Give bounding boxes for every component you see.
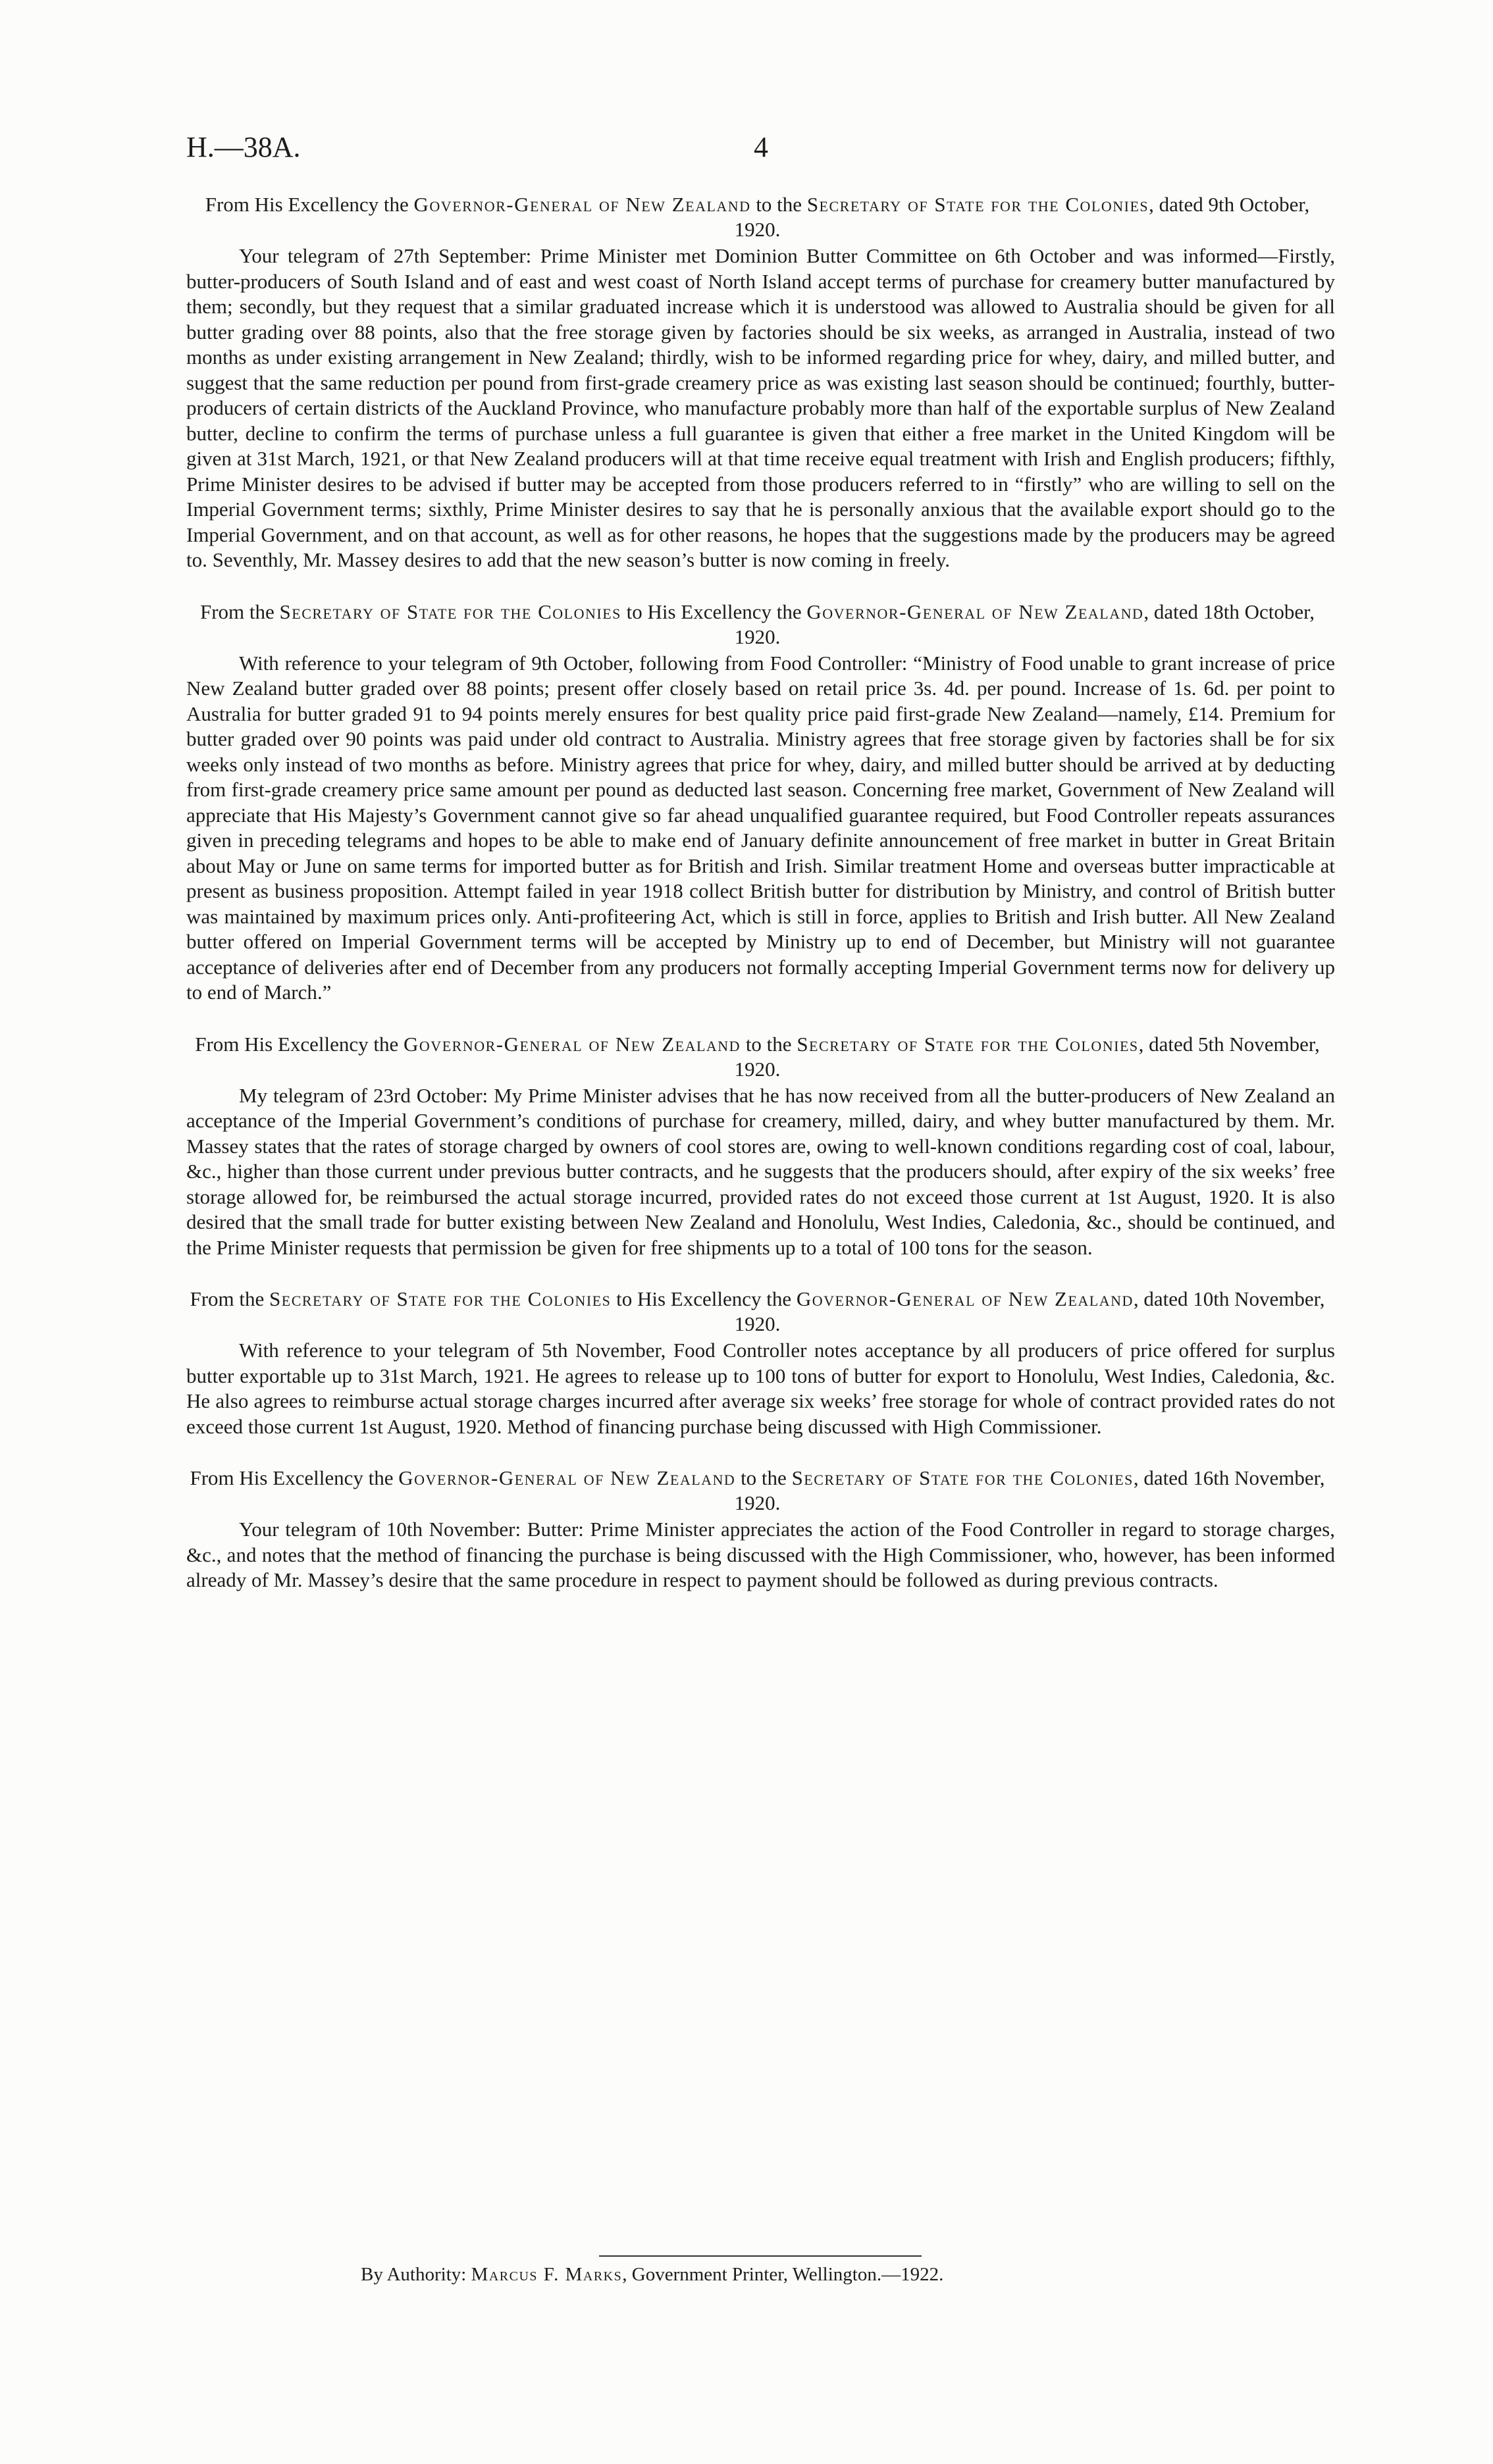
footer-rule <box>599 2255 922 2257</box>
telegram-date: , dated 10th November, 1920. <box>734 1287 1325 1335</box>
sender: Governor-General of New Zealand <box>413 193 751 216</box>
telegram-heading: From the Secretary of State for the Colonies to His Excellency the Governor-General of New Zealand, dated 10th November, 1920. <box>190 1287 1325 1335</box>
telegram-heading: From the Secretary of State for the Colonies to His Excellency the Governor-General of New Zealand, dated 18th October, 1920. <box>199 600 1315 648</box>
printer-details: , Government Printer, Wellington.—1922. <box>622 2264 944 2285</box>
telegram-date: , dated 18th October, 1920. <box>734 600 1315 648</box>
telegram-heading: From His Excellency the Governor-General of New Zealand to the Secretary of State for the Colonies, dated 9th October, 1920. <box>205 193 1310 241</box>
printer-name: Marcus F. Marks <box>471 2264 623 2285</box>
authority-label: By Authority: <box>361 2264 471 2285</box>
telegram-2 <box>186 600 1335 1006</box>
recipient: Governor-General of New Zealand <box>806 600 1144 623</box>
telegram-date: , dated 9th October, 1920. <box>734 193 1310 241</box>
telegram-4 <box>186 1287 1335 1439</box>
recipient: Governor-General of New Zealand <box>796 1287 1134 1310</box>
document-reference: H.—38A. <box>186 131 301 163</box>
telegram-text: Your telegram of 27th September: Prime Minister met Dominion Butter Committee on 6th October and was informed—Firstly, butter-producers of South Island and of east and west coast of North Island accept terms of purchase for creamery butter manufactured by them; secondly, but they request that a similar graduated increase which it is understood was allowed to Australia should be given for all butter grading over 88 points, also that the free storage given by factories should be six weeks, as arranged in Australia, instead of two months as under existing arrangement in New Zealand; thirdly, wish to be informed regarding price for whey, dairy, and milled butter, and suggest that the same reduction per pound from first-grade creamery price as was existing last season should be continued; fourthly, butter-producers of certain districts of the Auckland Province, who manufacture probably more than half of the exportable surplus of New Zealand butter, decline to confirm the terms of purchase unless a full guarantee is given that either a free market in the United Kingdom will be given at 31st March, 1921, or that New Zealand producers will at that time receive equal treatment with Irish and English producers; fifthly, Prime Minister desires to be advised if butter may be accepted from those producers referred to in “firstly” who are willing to sell on the Imperial Government terms; sixthly, Prime Minister desires to say that he is personally anxious that the available export should go to the Imperial Government, and on that account, as well as for other reasons, he hopes that the suggestions made by the producers may be agreed to. Seventhly, Mr. Massey desires to add that the new season’s butter is now coming in freely. <box>186 244 1335 571</box>
telegram-3 <box>186 1032 1335 1261</box>
telegram-date: , dated 5th November, 1920. <box>734 1032 1320 1081</box>
sender: Governor-General of New Zealand <box>404 1032 741 1056</box>
sender: Secretary of State for the Colonies <box>269 1287 612 1310</box>
telegram-text: My telegram of 23rd October: My Prime Minister advises that he has now received from all the butter-producers of New Zealand an acceptance of the Imperial Government’s conditions of purchase for creamery, milled, dairy, and whey butter manufactured by them. Mr. Massey states that the rates of storage charged by owners of cool stores are, owing to well-known conditions regarding cost of coal, labour, &c., higher than those current under previous butter contracts, and he suggests that the producers should, after expiry of the six weeks’ free storage allowed for, be reimbursed the actual storage incurred, provided rates do not exceed those current at 1st August, 1920. It is also desired that the small trade for butter existing between New Zealand and Honolulu, West Indies, Caledonia, &c., should be continued, and the Prime Minister requests that permission be given for free shipments up to a total of 100 tons for the season. <box>186 1083 1335 1259</box>
telegram-heading: From His Excellency the Governor-General of New Zealand to the Secretary of State for the Colonies, dated 5th November, 1920. <box>195 1032 1320 1081</box>
sender: Governor-General of New Zealand <box>398 1466 736 1489</box>
telegram-date: , dated 16th November, 1920. <box>734 1466 1325 1514</box>
page-header <box>186 125 1335 178</box>
recipient: Secretary of State for the Colonies <box>797 1032 1139 1056</box>
page-number: 4 <box>754 131 768 163</box>
telegram-text: With reference to your telegram of 9th October, following from Food Controller: “Ministry of Food unable to grant increase of price New Zealand butter graded over 88 points; present offer closely based on retail price 3s. 4d. per pound. Increase of 1s. 6d. per point to Australia for butter graded 91 to 94 points merely ensures for best quality price paid first-grade New Zealand—namely, £14. Premium for butter graded over 90 points was paid under old contract to Australia. Ministry agrees that free storage given by factories shall be for six weeks only instead of two months as before. Ministry agrees that price for whey, dairy, and milled butter should be arrived at by deducting from first-grade creamery price same amount per pound as deducted last season. Concerning free market, Government of New Zealand will appreciate that His Majesty’s Government cannot give so far ahead unqualified guarantee required, but Food Controller repeats assurances given in preceding telegrams and hopes to be able to make end of January definite announcement of free market in butter in Great Britain about May or June on same terms for imported butter as for British and Irish. Similar treatment Home and overseas butter impracticable at present as business proposition. Attempt failed in year 1918 collect British butter for distribution by Ministry, and control of British butter was maintained by maximum prices only. Anti-profiteering Act, which is still in force, applies to British and Irish butter. All New Zealand butter offered on Imperial Government terms will be accepted by Ministry up to end of December, but Ministry will not guarantee acceptance of deliveries after end of December from any producers not formally accepting Imperial Government terms now for delivery up to end of March.” <box>186 651 1335 1004</box>
printer-imprint <box>361 2264 943 2286</box>
telegram-1 <box>186 192 1335 573</box>
telegram-heading: From His Excellency the Governor-General of New Zealand to the Secretary of State for the Colonies, dated 16th November, 1920. <box>190 1466 1325 1514</box>
recipient: Secretary of State for the Colonies <box>806 193 1149 216</box>
sender: Secretary of State for the Colonies <box>279 600 621 623</box>
telegram-text: Your telegram of 10th November: Butter: Prime Minister appreciates the action of the Food Controller in regard to storage charges, &c., and notes that the method of financing the purchase is being discussed with the High Commissioner, who, however, has been informed already of Mr. Massey’s desire that the same procedure in respect to payment should be followed as during previous contracts. <box>186 1518 1335 1591</box>
telegram-text: With reference to your telegram of 5th November, Food Controller notes acceptance by all producers of price offered for surplus butter exportable up to 31st March, 1921. He agrees to release up to 100 tons of butter for export to Honolulu, West Indies, Caledonia, &c. He also agrees to reimburse actual storage charges incurred after average six weeks’ free storage for whole of contract provided rates do not exceed those current 1st August, 1920. Method of financing purchase being discussed with High Commissioner. <box>186 1339 1335 1438</box>
document-body <box>186 192 1335 1593</box>
recipient: Secretary of State for the Colonies <box>791 1466 1134 1489</box>
telegram-5 <box>186 1466 1335 1593</box>
